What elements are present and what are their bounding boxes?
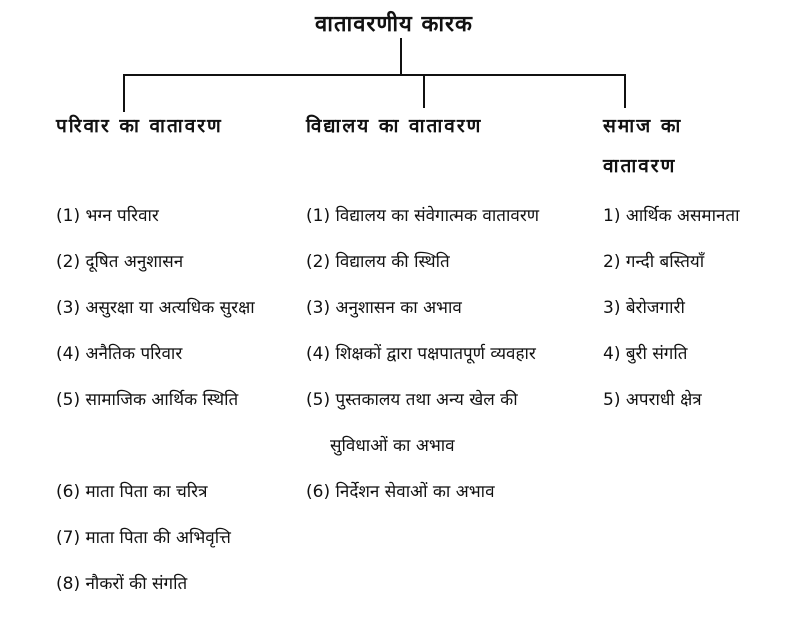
list-item: 3) बेरोजगारी (603, 298, 685, 318)
list-item: (6) माता पिता का चरित्र (56, 482, 208, 502)
list-item: (7) माता पिता की अभिवृत्ति (56, 528, 231, 548)
list-item: (4) अनैतिक परिवार (56, 344, 183, 364)
list-item: (5) पुस्तकालय तथा अन्य खेल की (306, 390, 518, 410)
branch-line-school (423, 74, 425, 108)
branch-heading-family: परिवार का वातावरण (56, 115, 223, 137)
list-item: (6) निर्देशन सेवाओं का अभाव (306, 482, 495, 502)
list-item: 2) गन्दी बस्तियाँ (603, 252, 705, 272)
list-item: (3) अनुशासन का अभाव (306, 298, 462, 318)
diagram-title: वातावरणीय कारक (315, 12, 473, 37)
list-item: (1) विद्यालय का संवेगात्मक वातावरण (306, 206, 540, 226)
branch-heading-society (603, 106, 682, 186)
list-item: (2) विद्यालय की स्थिति (306, 252, 450, 272)
list-item: (1) भग्न परिवार (56, 206, 159, 226)
list-item: 1) आर्थिक असमानता (603, 206, 740, 226)
list-item: (8) नौकरों की संगति (56, 574, 188, 594)
root-stem-line (400, 38, 402, 76)
list-item: 5) अपराधी क्षेत्र (603, 390, 702, 410)
society-factors-list (603, 193, 740, 423)
list-item: (3) असुरक्षा या अत्यधिक सुरक्षा (56, 298, 255, 318)
list-item: 4) बुरी संगति (603, 344, 688, 364)
family-factors-list (56, 193, 255, 607)
branch-heading-society-line2: वातावरण (603, 155, 677, 177)
school-factors-list (306, 193, 539, 515)
list-item: (2) दूषित अनुशासन (56, 252, 184, 272)
branch-heading-society-line1: समाज का (603, 115, 683, 137)
branch-heading-school: विद्यालय का वातावरण (306, 115, 483, 137)
list-spacer (56, 423, 255, 469)
list-item: (4) शिक्षकों द्वारा पक्षपातपूर्ण व्यवहार (306, 344, 536, 364)
branch-line-society (624, 74, 626, 108)
horizontal-bar-line (123, 74, 626, 76)
list-item: (5) सामाजिक आर्थिक स्थिति (56, 390, 239, 410)
list-item-continuation: सुविधाओं का अभाव (330, 436, 455, 456)
